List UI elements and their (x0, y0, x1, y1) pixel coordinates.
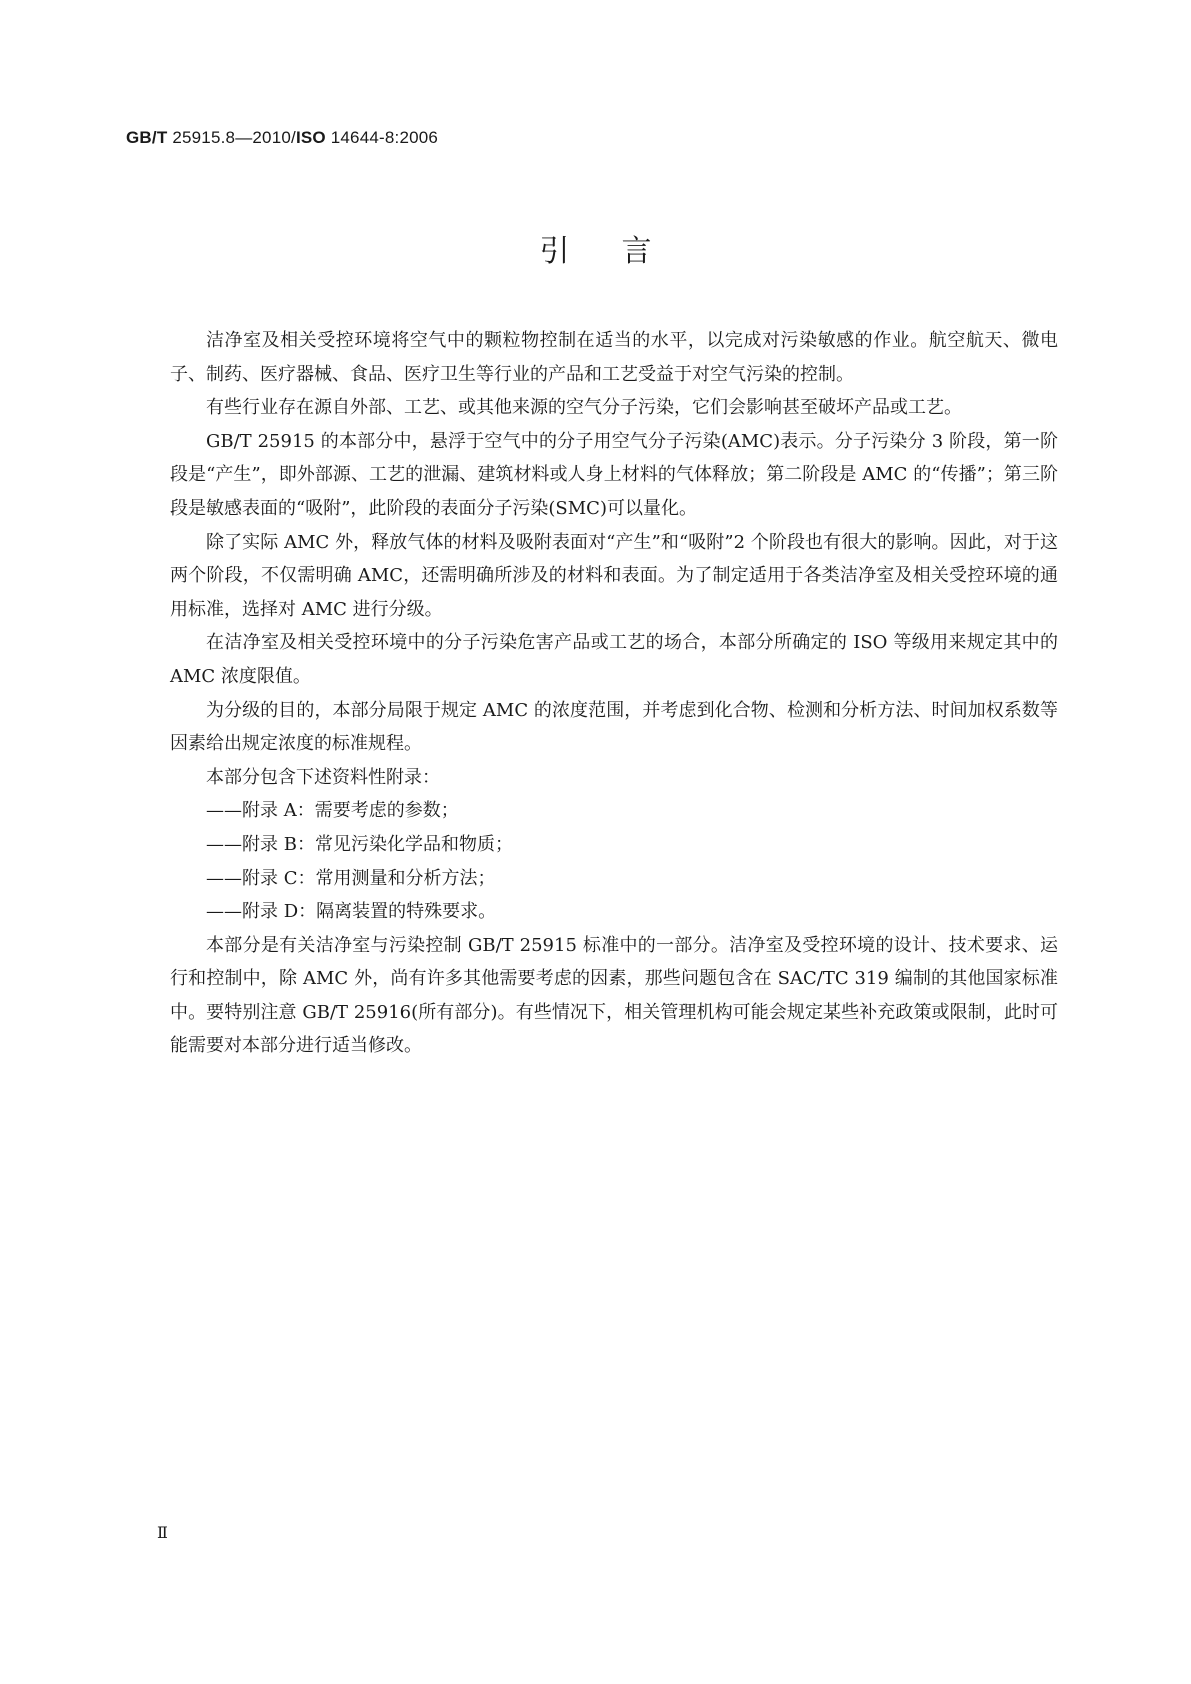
standard-code-number: 25915.8—2010/ (167, 128, 296, 147)
paragraph-iso-class-limits: 在洁净室及相关受控环境中的分子污染危害产品或工艺的场合，本部分所确定的 ISO 等级用来规定其中的 AMC 浓度限值。 (170, 632, 1058, 687)
list-item-annex-d: ——附录 D：隔离装置的特殊要求。 (206, 901, 497, 923)
paragraph-classification-reason: 除了实际 AMC 外，释放气体的材料及吸附表面对“产生”和“吸附”2 个阶段也有很大的影响。因此，对于这两个阶段，不仅需明确 AMC，还需明确所涉及的材料和表面。为了制定适用于各类洁净室及相关受控环境的通用标准，选择对 AMC 进行分级。 (170, 531, 1058, 620)
page-number: Ⅱ (157, 1525, 168, 1542)
list-item-annex-a: ——附录 A：需要考虑的参数； (206, 800, 459, 822)
paragraph-annex-intro: 本部分包含下述资料性附录： (206, 766, 440, 788)
list-item-annex-b: ——附录 B：常见污染化学品和物质； (206, 833, 513, 855)
introduction-body (170, 324, 1058, 1063)
iso-code-number: 14644-8:2006 (325, 128, 439, 147)
paragraph-scope: 为分级的目的，本部分局限于规定 AMC 的浓度范围，并考虑到化合物、检测和分析方法、时间加权系数等因素给出规定浓度的标准规程。 (170, 699, 1058, 755)
list-item-annex-c: ——附录 C：常用测量和分析方法； (206, 867, 496, 889)
standard-code-prefix: GB/T (126, 128, 168, 147)
paragraph-cleanroom-purpose: 洁净室及相关受控环境将空气中的颗粒物控制在适当的水平，以完成对污染敏感的作业。航空航天、微电子、制药、医疗器械、食品、医疗卫生等行业的产品和工艺受益于对空气污染的控制。 (170, 330, 1058, 385)
paragraph-amc-sources: 有些行业存在源自外部、工艺、或其他来源的空气分子污染，它们会影响甚至破坏产品或工艺。 (206, 397, 962, 419)
standard-header (126, 128, 438, 148)
page-title: 引言 (539, 234, 704, 269)
paragraph-amc-stages: GB/T 25915 的本部分中，悬浮于空气中的分子用空气分子污染(AMC)表示。分子污染分 3 阶段，第一阶段是“产生”，即外部源、工艺的泄漏、建筑材料或人身上材料的气体释放；第二阶段是 AMC 的“传播”；第三阶段是敏感表面的“吸附”，此阶段的表面分子污染(SMC)可以量化。 (170, 430, 1058, 519)
paragraph-related-standards: 本部分是有关洁净室与污染控制 GB/T 25915 标准中的一部分。洁净室及受控环境的设计、技术要求、运行和控制中，除 AMC 外，尚有许多其他需要考虑的因素，那些问题包含在 SAC/TC 319 编制的其他国家标准中。要特别注意 GB/T 25916(所有部分)。有些情况下，相关管理机构可能会规定某些补充政策或限制，此时可能需要对本部分进行适当修改。 (170, 934, 1058, 1057)
iso-code-prefix: ISO (295, 128, 326, 147)
